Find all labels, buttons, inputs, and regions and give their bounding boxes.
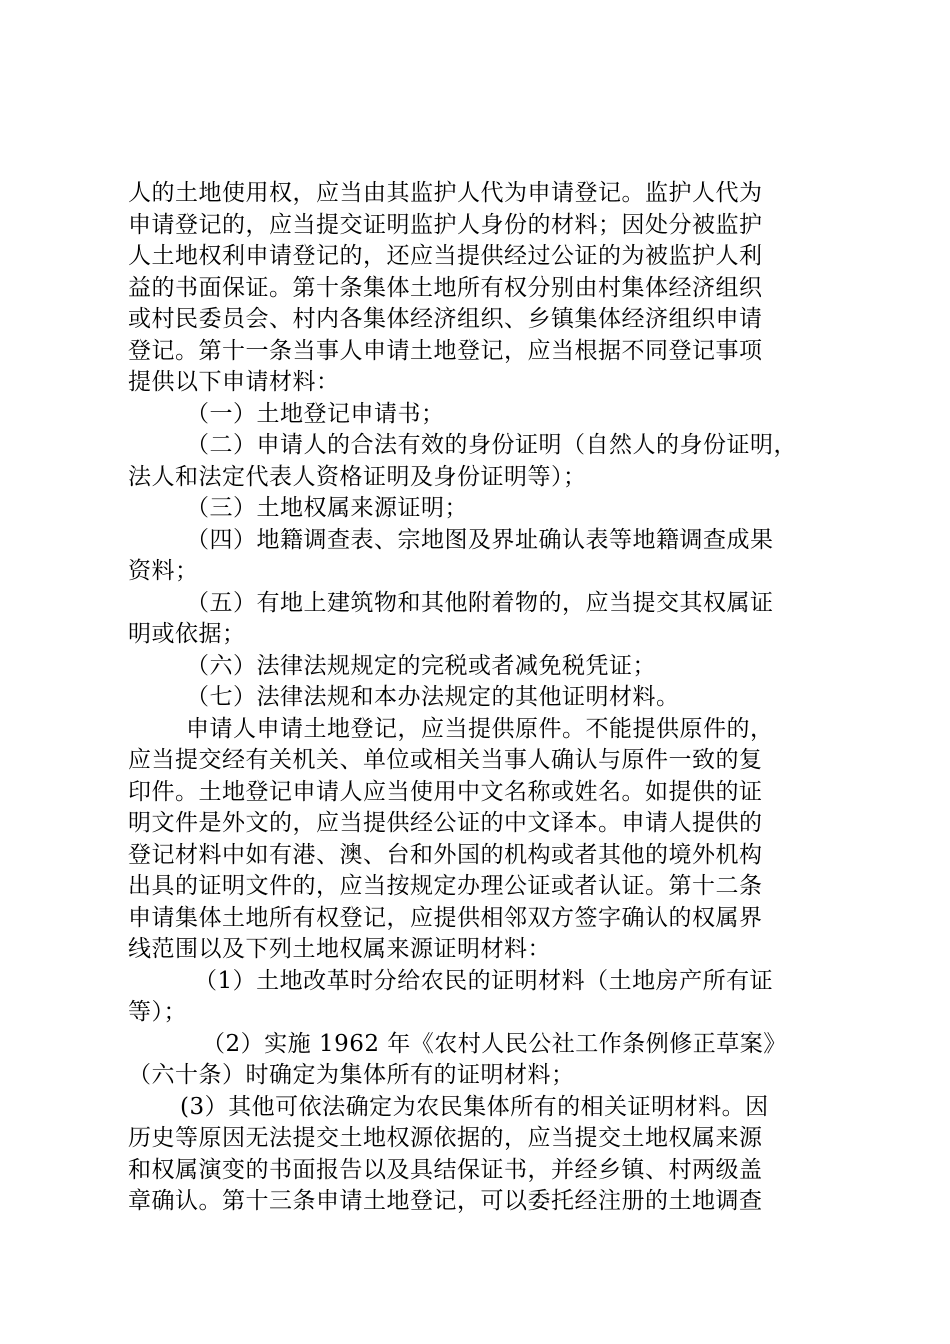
text-line: 登记。第十一条当事人申请土地登记，应当根据不同登记事项 — [128, 337, 763, 364]
text-line: （六十条）时确定为集体所有的证明材料； — [128, 1062, 575, 1088]
text-line: 历史等原因无法提交土地权源依据的，应当提交土地权属来源 — [128, 1125, 763, 1151]
list-item: （五）有地上建筑物和其他附着物的，应当提交其权属证 — [186, 589, 774, 616]
text-line: 线范围以及下列土地权属来源证明材料： — [128, 936, 551, 962]
text-line: 明或依据； — [128, 621, 246, 647]
text-line: 资料； — [128, 558, 199, 584]
list-item: （三）土地权属来源证明； — [186, 495, 468, 521]
text-line: 出具的证明文件的，应当按规定办理公证或者认证。第十二条 — [128, 873, 763, 899]
list-item: (3）其他可依法确定为农民集体所有的相关证明材料。因 — [180, 1093, 769, 1120]
list-item: （二）申请人的合法有效的身份证明（自然人的身份证明， — [186, 432, 797, 458]
text-line: 或村民委员会、村内各集体经济组织、乡镇集体经济组织申请 — [128, 306, 763, 332]
text-line: 法人和法定代表人资格证明及身份证明等）； — [128, 463, 587, 490]
text-line: 明文件是外文的，应当提供经公证的中文译本。申请人提供的 — [128, 810, 763, 836]
text-line: 申请登记的，应当提交证明监护人身份的材料；因处分被监护 — [128, 211, 763, 238]
text-line: 人的土地使用权，应当由其监护人代为申请登记。监护人代为 — [128, 180, 763, 206]
text-line: 提供以下申请材料： — [128, 369, 340, 395]
text-line: 等）； — [128, 999, 187, 1025]
text-line: 益的书面保证。第十条集体土地所有权分别由村集体经济组织 — [128, 274, 763, 301]
text-line: 和权属演变的书面报告以及具结保证书，并经乡镇、村两级盖 — [128, 1156, 763, 1183]
text-line: 申请集体土地所有权登记，应提供相邻双方签字确认的权属界 — [128, 904, 763, 931]
list-item: （四）地籍调查表、宗地图及界址确认表等地籍调查成果 — [186, 526, 774, 553]
list-item: （六）法律法规规定的完税或者减免税凭证； — [186, 652, 656, 679]
list-item: （2）实施 1962 年《农村人民公社工作条例修正草案》 — [202, 1030, 787, 1057]
list-item: （1）土地改革时分给农民的证明材料（土地房产所有证 — [194, 967, 774, 994]
text-line: 人土地权利申请登记的，还应当提供经过公证的为被监护人利 — [128, 243, 763, 269]
list-item: （七）法律法规和本办法规定的其他证明材料。 — [186, 684, 680, 710]
text-line: 章确认。第十三条申请土地登记，可以委托经注册的土地调查 — [128, 1188, 763, 1214]
text-line: 应当提交经有关机关、单位或相关当事人确认与原件一致的复 — [128, 747, 763, 773]
list-item: （一）土地登记申请书； — [186, 400, 445, 427]
document-body — [128, 178, 838, 1218]
paragraph-start: 申请人申请土地登记，应当提供原件。不能提供原件的， — [186, 715, 774, 742]
text-line: 印件。土地登记申请人应当使用中文名称或姓名。如提供的证 — [128, 778, 763, 805]
text-line: 登记材料中如有港、澳、台和外国的机构或者其他的境外机构 — [128, 841, 763, 868]
